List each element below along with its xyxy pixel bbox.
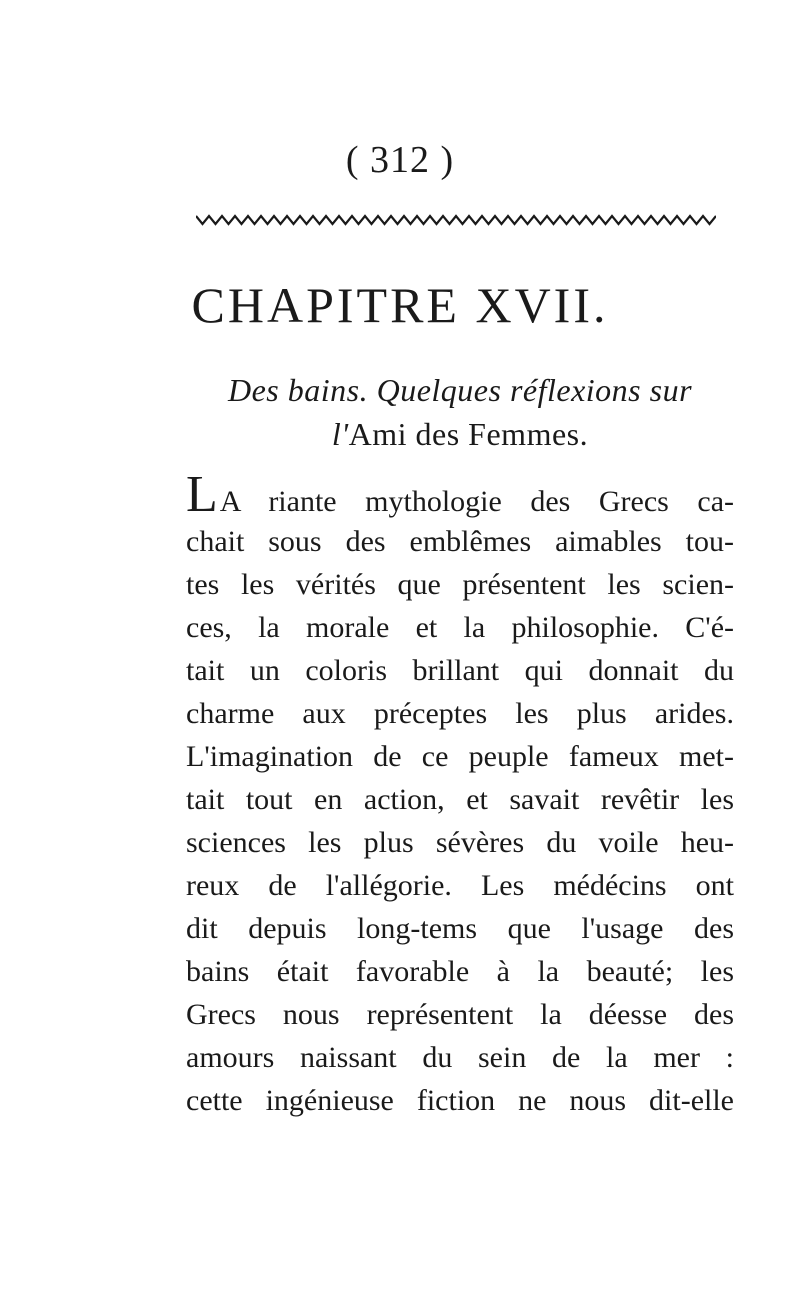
body-line: Grecs nous représentent la déesse des: [186, 998, 734, 1031]
body-line: charme aux préceptes les plus arides.: [186, 697, 734, 730]
chapter-title: CHAPITRE XVII.: [191, 277, 609, 333]
drop-cap: L: [186, 466, 218, 523]
ornamental-rule: [196, 212, 716, 228]
body-line: tes les vérités que présentent les scien-: [186, 568, 734, 601]
body-line: bains était favorable à la beauté; les: [186, 955, 734, 988]
subtitle-line-1: Des bains. Quelques réflexions sur: [227, 372, 693, 408]
ornament-zigzag-icon: [196, 212, 716, 228]
chapter-subtitle: [186, 368, 734, 456]
subtitle-line-2-rest: Ami des Femmes.: [348, 416, 589, 452]
subtitle-line-2-prefix: l': [331, 416, 349, 452]
body-line: L'imagination de ce peuple fameux met-: [186, 740, 734, 773]
body-line: chait sous des emblêmes aimables tou-: [186, 525, 734, 558]
body-paragraph: [186, 466, 734, 1122]
body-line: dit depuis long-tems que l'usage des: [186, 912, 734, 945]
first-line-rest: A riante mythologie des Grecs ca-: [219, 485, 734, 518]
body-line: sciences les plus sévères du voile heu-: [186, 826, 734, 859]
body-line: tait tout en action, et savait revêtir les: [186, 783, 734, 816]
body-line-first: [186, 466, 734, 523]
body-line: tait un coloris brillant qui donnait du: [186, 654, 734, 687]
page-number: ( 312 ): [345, 139, 455, 181]
body-line: ces, la morale et la philosophie. C'é-: [186, 611, 734, 644]
body-line: amours naissant du sein de la mer :: [186, 1041, 734, 1074]
body-line: cette ingénieuse fiction ne nous dit-elle: [186, 1084, 734, 1117]
body-line: reux de l'allégorie. Les médécins ont: [186, 869, 734, 902]
subtitle-line-2: [186, 412, 734, 456]
